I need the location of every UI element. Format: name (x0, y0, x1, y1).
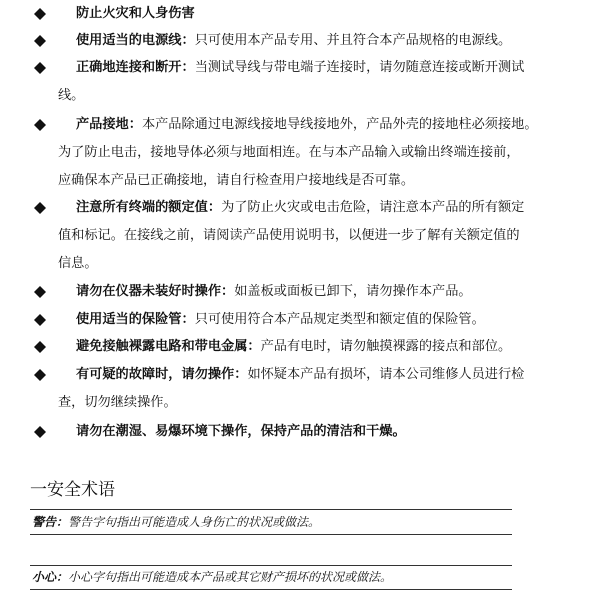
item-text: 产品有电时，请勿触摸裸露的接点和部位。 (260, 339, 512, 354)
safety-item-fault (58, 361, 586, 417)
item-text-cont: 查，切勿继续操作。 (58, 395, 177, 410)
diamond-bullet-icon (34, 369, 46, 381)
caution-text: 小心字句指出可能造成本产品或其它财产损坏的状况或做法。 (68, 570, 393, 584)
item-text: 当测试导线与带电端子连接时，请勿随意连接或断开测试 (194, 60, 525, 75)
item-text: 本产品除通过电源线接地导线接地外，产品外壳的接地柱必须接地。 (141, 117, 538, 132)
item-text: 如盖板或面板已卸下，请勿操作本产品。 (234, 284, 472, 299)
safety-item-ratings (58, 194, 576, 278)
divider (30, 534, 512, 535)
item-heading: 使用适当的电源线： (76, 33, 195, 48)
item-heading: 请勿在潮湿、易爆环境下操作，保持产品的清洁和干燥。 (76, 424, 406, 439)
safety-item-assembled (76, 278, 586, 306)
item-heading: 正确地连接和断开： (76, 60, 195, 75)
item-text-cont: 值和标记。在接线之前，请阅读产品使用说明书，以便进一步了解有关额定值的 (58, 228, 520, 243)
caution-label: 小心： (32, 570, 69, 584)
item-heading: 请勿在仪器未装好时操作： (76, 284, 235, 299)
item-heading: 有可疑的故障时，请勿操作： (76, 367, 248, 382)
item-text: 只可使用符合本产品规定类型和额定值的保险管。 (194, 312, 485, 327)
item-text: 如怀疑本产品有损坏，请本公司维修人员进行检 (247, 367, 525, 382)
diamond-bullet-icon (34, 119, 46, 131)
item-text-cont: 应确保本产品已正确接地，请自行检查用户接地线是否可靠。 (58, 173, 415, 188)
item-text: 为了防止火灾或电击危险，请注意本产品的所有额定 (221, 200, 525, 215)
diamond-bullet-icon (34, 8, 46, 20)
term-warning (32, 513, 320, 531)
divider (30, 509, 512, 510)
diamond-bullet-icon (34, 426, 46, 438)
safety-item-connect (58, 54, 586, 110)
diamond-bullet-icon (34, 202, 46, 214)
divider (30, 589, 512, 590)
safety-item-exposed-circuit (76, 333, 586, 361)
item-heading: 产品接地： (76, 117, 142, 132)
safety-item-power-cord (76, 27, 586, 55)
item-heading: 避免接触裸露电路和带电金属： (76, 339, 261, 354)
item-heading: 注意所有终端的额定值： (76, 200, 222, 215)
safety-item-grounding (58, 111, 576, 195)
diamond-bullet-icon (34, 286, 46, 298)
item-heading: 使用适当的保险管： (76, 312, 195, 327)
item-text-cont: 信息。 (58, 256, 98, 271)
item-text: 只可使用本产品专用、并且符合本产品规格的电源线。 (194, 33, 512, 48)
item-text-cont: 为了防止电击，接地导体必须与地面相连。在与本产品输入或输出终端连接前， (58, 145, 520, 160)
section-title: 一安全术语 (30, 480, 115, 500)
item-heading: 防止火灾和人身伤害 (76, 6, 195, 21)
safety-item-fuse (76, 306, 586, 334)
warning-text: 警告字句指出可能造成人身伤亡的状况或做法。 (68, 515, 321, 529)
diamond-bullet-icon (34, 341, 46, 353)
warning-label: 警告： (32, 515, 69, 529)
divider (30, 565, 512, 566)
item-text-cont: 线。 (58, 88, 85, 103)
safety-item-environment (76, 418, 586, 446)
safety-item-fire (76, 0, 586, 28)
diamond-bullet-icon (34, 314, 46, 326)
diamond-bullet-icon (34, 62, 46, 74)
term-caution (32, 568, 392, 586)
diamond-bullet-icon (34, 35, 46, 47)
